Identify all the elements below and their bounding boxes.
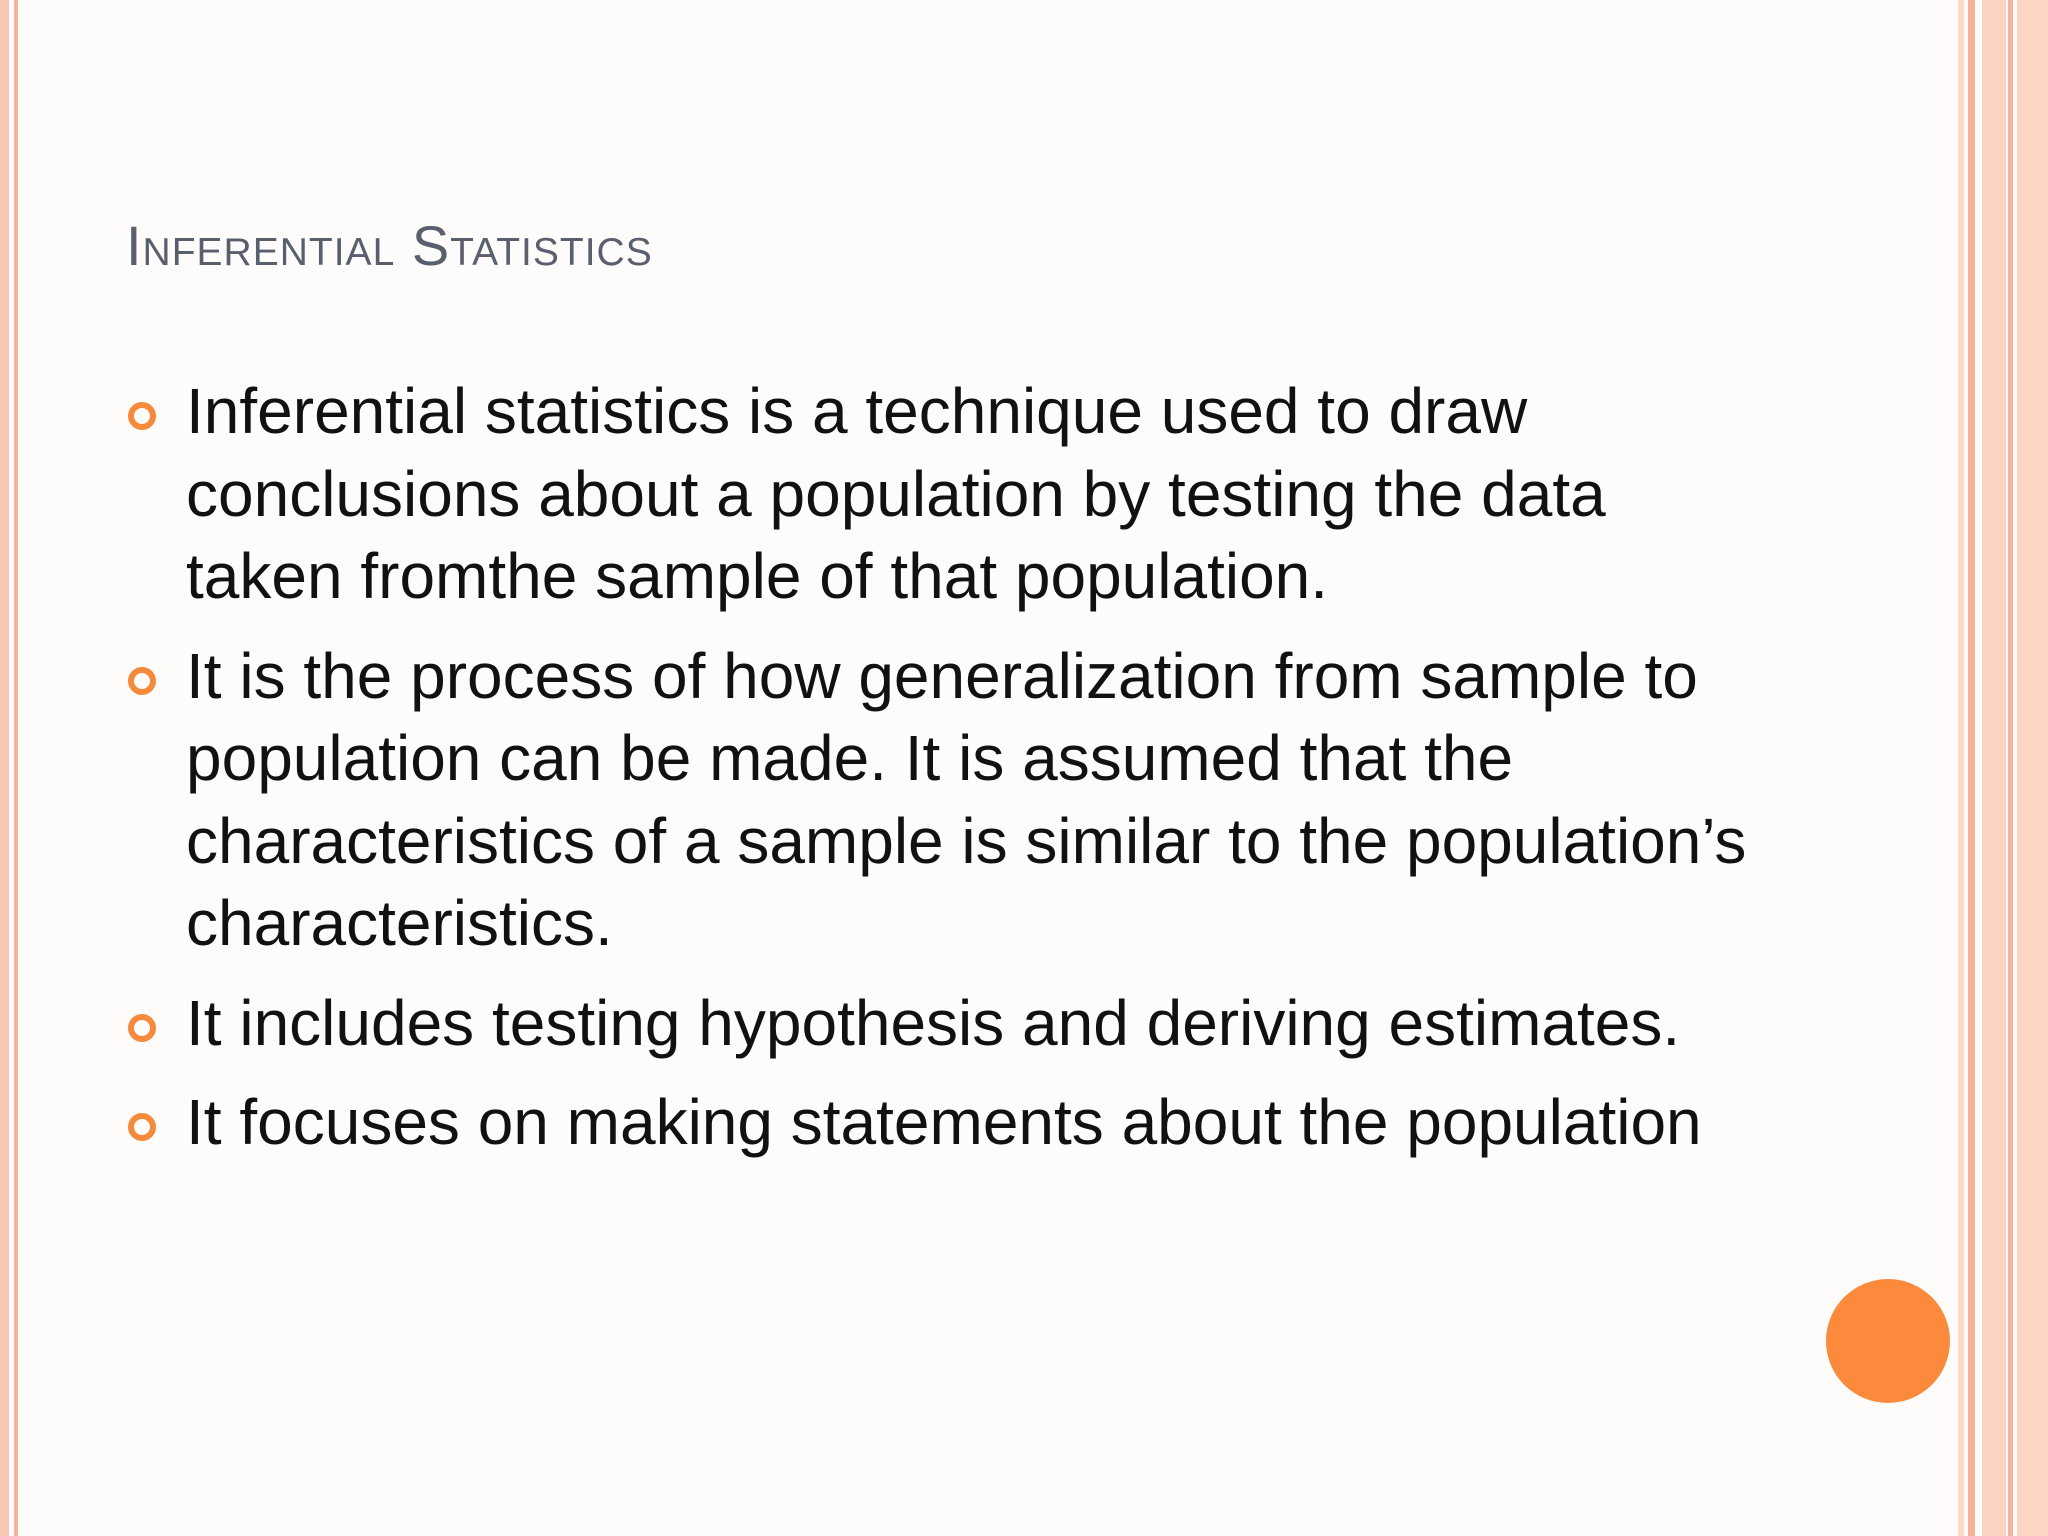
bullet-text: It focuses on making statements about the population: [186, 1086, 1702, 1158]
right-border-stripe: [1968, 0, 1975, 1536]
bullet-circle-icon: [128, 1014, 156, 1042]
right-border-stripe: [1982, 0, 2006, 1536]
bullet-circle-icon: [128, 667, 156, 695]
bullet-list: [126, 370, 1766, 1181]
bullet-text: Inferential statistics is a technique used to draw conclusions about a population by testing the data taken fromthe sample of that population.: [186, 375, 1606, 612]
orange-circle-decoration-icon: [1826, 1279, 1950, 1403]
right-border-stripe: [1958, 0, 1964, 1536]
right-border-stripe: [2008, 0, 2013, 1536]
bullet-text: It is the process of how generalization from sample to population can be made. It is assumed that the characteristics of a sample is similar to the population’s characteristics.: [186, 639, 1747, 959]
left-border-stripe-inner: [14, 0, 18, 1536]
bullet-text: It includes testing hypothesis and deriving estimates.: [186, 986, 1681, 1059]
bullet-circle-icon: [128, 402, 156, 430]
bullet-item: [126, 370, 1766, 618]
bullet-item: [126, 635, 1766, 965]
bullet-circle-icon: [128, 1113, 156, 1141]
bullet-item: [126, 1081, 1766, 1164]
left-border-stripe: [0, 0, 9, 1536]
right-border-stripe: [2017, 0, 2048, 1536]
slide-title: Inferential Statistics: [126, 214, 653, 277]
bullet-item: [126, 982, 1766, 1065]
